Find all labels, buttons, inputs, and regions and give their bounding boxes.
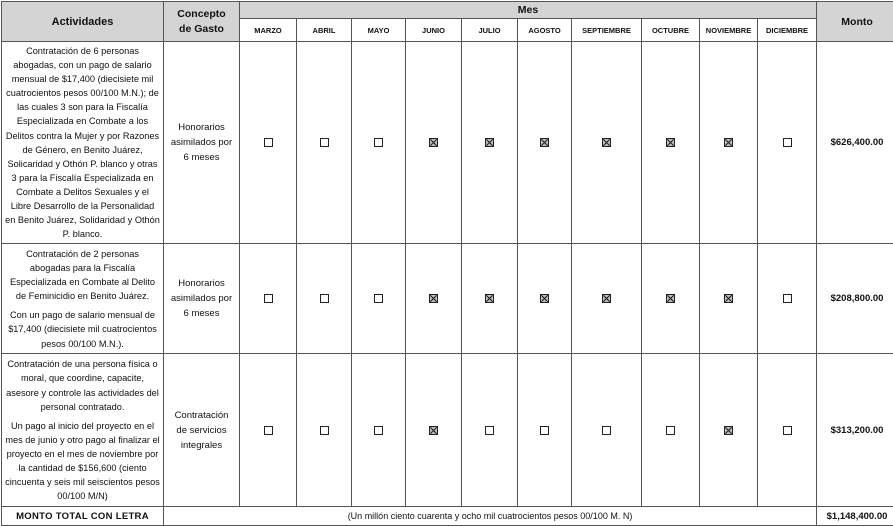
month-checkbox[interactable] (540, 426, 549, 435)
month-checkbox[interactable] (264, 138, 273, 147)
month-checkbox[interactable] (429, 426, 438, 435)
amount-cell: $208,800.00 (817, 244, 893, 354)
month-checkbox[interactable] (602, 426, 611, 435)
budget-table (1, 1, 893, 526)
month-checkbox[interactable] (485, 138, 494, 147)
month-checkbox[interactable] (666, 138, 675, 147)
month-checkbox[interactable] (429, 294, 438, 303)
month-cell (462, 42, 518, 244)
month-checkbox[interactable] (540, 294, 549, 303)
header-actividades: Actividades (2, 2, 164, 42)
activity-paragraph: Un pago al inicio del proyecto en el mes de junio y otro pago al finalizar el proyecto en el mes de noviembre por la cantidad de $156,600 (ciento cincuenta y seis mil seiscientos pesos 00/100 M/N) (5, 419, 160, 504)
month-cell (406, 354, 462, 507)
table-row (2, 42, 893, 244)
month-cell (297, 244, 352, 354)
month-header: NOVIEMBRE (700, 19, 758, 42)
month-cell (352, 354, 406, 507)
month-checkbox[interactable] (666, 426, 675, 435)
month-header: OCTUBRE (642, 19, 700, 42)
month-cell (572, 42, 642, 244)
month-checkbox[interactable] (374, 426, 383, 435)
month-header: ABRIL (297, 19, 352, 42)
month-cell (518, 244, 572, 354)
month-header: AGOSTO (518, 19, 572, 42)
month-cell (518, 354, 572, 507)
total-label: MONTO TOTAL CON LETRA (2, 507, 164, 526)
month-cell (297, 42, 352, 244)
activity-cell (2, 244, 164, 354)
month-checkbox[interactable] (320, 138, 329, 147)
month-checkbox[interactable] (724, 294, 733, 303)
month-cell (758, 244, 817, 354)
month-checkbox[interactable] (374, 294, 383, 303)
month-checkbox[interactable] (320, 426, 329, 435)
month-cell (406, 244, 462, 354)
table-row (2, 354, 893, 507)
amount-cell: $626,400.00 (817, 42, 893, 244)
month-checkbox[interactable] (602, 294, 611, 303)
amount-cell: $313,200.00 (817, 354, 893, 507)
month-checkbox[interactable] (485, 294, 494, 303)
month-cell (642, 244, 700, 354)
month-cell (297, 354, 352, 507)
month-header: SEPTIEMBRE (572, 19, 642, 42)
month-checkbox[interactable] (666, 294, 675, 303)
header-concepto (164, 2, 240, 42)
activity-paragraph: Contratación de 2 personas abogadas para la Fiscalía Especializada en Combate al Delito de Feminicidio en Benito Juárez. (5, 247, 160, 303)
month-cell (572, 244, 642, 354)
month-header: MARZO (240, 19, 297, 42)
month-cell (240, 42, 297, 244)
month-checkbox[interactable] (783, 426, 792, 435)
header-mes: Mes (240, 2, 817, 19)
month-cell (240, 354, 297, 507)
activity-paragraph: Contratación de 6 personas abogadas, con un pago de salario mensual de $17,400 (diecisiete mil cuatrocientos pesos 00/100 M.N.); de las cuales 3 son para la Fiscalía Especializada en Combate a los Delitos contra la Mujer y por Razones de Género, en Benito Juárez, Solicaridad y Othón P. blanco y otras 3 para la Fiscalía Especializada en Combate a Delitos Sexuales y el Libre Desarrollo de la Personalidad en Benito Juárez, Solidaridad y Othón P. blanco. (5, 44, 160, 241)
month-cell (758, 42, 817, 244)
month-cell (518, 42, 572, 244)
month-checkbox[interactable] (320, 294, 329, 303)
total-amount: $1,148,400.00 (817, 507, 893, 526)
month-cell (462, 244, 518, 354)
month-header: JULIO (462, 19, 518, 42)
month-checkbox[interactable] (429, 138, 438, 147)
total-in-words: (Un millón ciento cuarenta y ocho mil cuatrocientos pesos 00/100 M. N) (164, 507, 817, 526)
month-cell (700, 42, 758, 244)
month-cell (700, 244, 758, 354)
month-cell (462, 354, 518, 507)
activity-paragraph: Con un pago de salario mensual de $17,400 (diecisiete mil cuatrocientos pesos 00/100 M.N.). (5, 308, 160, 350)
month-checkbox[interactable] (540, 138, 549, 147)
concept-cell: Honorarios asimilados por 6 meses (164, 42, 240, 244)
concept-cell: Honorarios asimilados por 6 meses (164, 244, 240, 354)
concept-cell: Contratación de servicios integrales (164, 354, 240, 507)
month-checkbox[interactable] (724, 138, 733, 147)
month-header: MAYO (352, 19, 406, 42)
activity-paragraph: Contratación de una persona física o moral, que coordine, capacite, asesore y controle las actividades del personal contratado. (5, 357, 160, 413)
month-checkbox[interactable] (374, 138, 383, 147)
month-cell (406, 42, 462, 244)
month-checkbox[interactable] (485, 426, 494, 435)
month-cell (240, 244, 297, 354)
month-checkbox[interactable] (602, 138, 611, 147)
month-cell (572, 354, 642, 507)
month-cell (642, 354, 700, 507)
header-monto: Monto (817, 2, 893, 42)
month-checkbox[interactable] (264, 294, 273, 303)
month-cell (352, 244, 406, 354)
month-cell (700, 354, 758, 507)
month-cell (642, 42, 700, 244)
month-checkbox[interactable] (783, 138, 792, 147)
month-header: JUNIO (406, 19, 462, 42)
table-row (2, 244, 893, 354)
month-cell (352, 42, 406, 244)
header-concepto-line2: de Gasto (179, 23, 224, 35)
month-header: DICIEMBRE (758, 19, 817, 42)
month-checkbox[interactable] (264, 426, 273, 435)
activity-cell (2, 42, 164, 244)
month-cell (758, 354, 817, 507)
month-checkbox[interactable] (724, 426, 733, 435)
month-checkbox[interactable] (783, 294, 792, 303)
total-row (2, 507, 893, 526)
activity-cell (2, 354, 164, 507)
header-concepto-line1: Concepto (177, 8, 225, 20)
